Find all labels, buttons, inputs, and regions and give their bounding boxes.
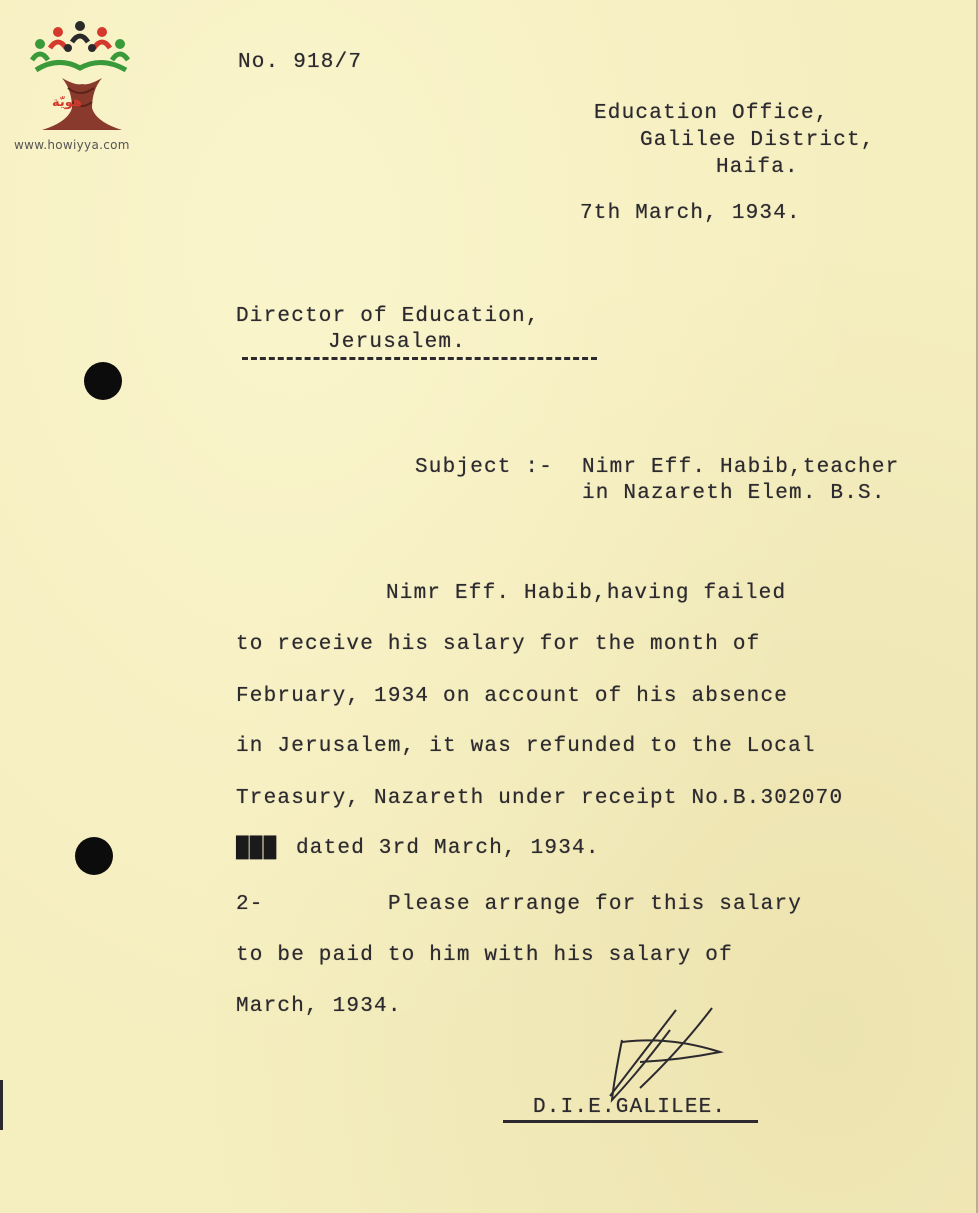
scan-edge-mark — [0, 1080, 3, 1130]
reference-number: No. 918/7 — [238, 51, 363, 74]
recipient-line-1: Director of Education, — [236, 305, 540, 328]
paragraph-1-line-4: in Jerusalem, it was refunded to the Local — [236, 735, 816, 758]
sender-address-line-1: Education Office, — [594, 102, 829, 125]
svg-text:هويّة: هويّة — [52, 95, 82, 110]
paragraph-1-line-5: Treasury, Nazareth under receipt No.B.302070 — [236, 787, 844, 810]
logo-website: www.howiyya.com — [14, 138, 130, 152]
punch-hole-bottom — [75, 837, 113, 875]
subject-line-2: in Nazareth Elem. B.S. — [582, 482, 886, 505]
subject-line-1: Nimr Eff. Habib,teacher — [582, 456, 900, 479]
paragraph-2-number: 2- — [236, 893, 264, 916]
paragraph-1-line-3: February, 1934 on account of his absence — [236, 685, 789, 708]
paragraph-2-line-2: to be paid to him with his salary of — [236, 944, 733, 967]
sender-address-line-3: Haifa. — [716, 156, 799, 179]
signature-underline — [503, 1120, 758, 1123]
paragraph-2-line-1: Please arrange for this salary — [388, 893, 803, 916]
punch-hole-top — [84, 362, 122, 400]
paragraph-1-line-1: Nimr Eff. Habib,having failed — [386, 582, 787, 605]
signature-block: D.I.E.GALILEE. — [533, 1096, 727, 1119]
struck-out-text: ███ — [236, 837, 278, 860]
handwritten-signature — [600, 1000, 740, 1110]
paragraph-2-line-3: March, 1934. — [236, 995, 402, 1018]
letter-date: 7th March, 1934. — [580, 202, 801, 225]
people-figures — [32, 21, 128, 70]
howiyya-logo — [22, 18, 142, 143]
paragraph-1-line-2: to receive his salary for the month of — [236, 633, 761, 656]
sender-address-line-2: Galilee District, — [640, 129, 875, 152]
recipient-underline — [242, 357, 597, 370]
recipient-line-2: Jerusalem. — [328, 331, 467, 354]
paragraph-1-line-6: dated 3rd March, 1934. — [296, 837, 600, 860]
subject-label: Subject :- — [415, 456, 554, 479]
